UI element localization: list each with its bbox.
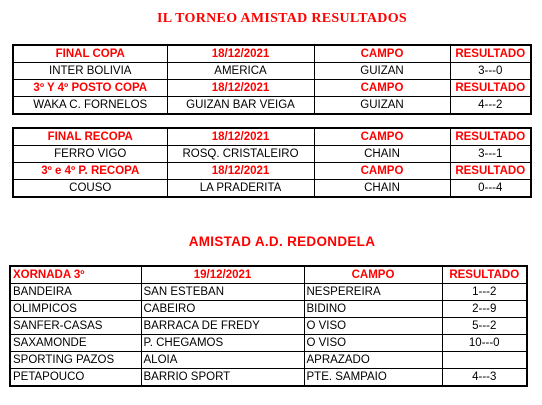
table-cell: 18/12/2021 — [167, 128, 314, 146]
table-cell: BIDINO — [304, 301, 442, 318]
table-cell: P. CHEGAMOS — [141, 335, 304, 352]
table-header-cell: RESULTADO — [442, 266, 527, 284]
table-cell: 3º Y 4º POSTO COPA — [13, 80, 167, 97]
table-row — [10, 369, 527, 387]
table-cell: 4---3 — [442, 369, 527, 387]
table-header-cell: CAMPO — [304, 266, 442, 284]
table-cell: SANFER-CASAS — [10, 318, 141, 335]
table-row — [10, 335, 527, 352]
table-cell: 3---0 — [450, 63, 531, 80]
table-header-row — [13, 45, 531, 63]
table-row — [10, 301, 527, 318]
table-cell: FINAL RECOPA — [13, 128, 167, 146]
table-row — [13, 180, 531, 198]
table-cell: COUSO — [13, 180, 167, 198]
table-cell: CHAIN — [314, 146, 450, 163]
table-cell: RESULTADO — [450, 128, 531, 146]
table-cell: PTE. SAMPAIO — [304, 369, 442, 387]
table-cell: CAMPO — [314, 163, 450, 180]
table-cell: BARRIO SPORT — [141, 369, 304, 387]
table-cell: FINAL COPA — [13, 45, 167, 63]
table-row — [13, 97, 531, 115]
table-cell: OLIMPICOS — [10, 301, 141, 318]
table-cell: LA PRADERITA — [167, 180, 314, 198]
table-cell: CAMPO — [314, 128, 450, 146]
table-cell: O VISO — [304, 318, 442, 335]
table-cell: 3---1 — [450, 146, 531, 163]
table-header-row — [10, 266, 527, 284]
table-row — [10, 284, 527, 301]
table-cell: WAKA C. FORNELOS — [13, 97, 167, 115]
table-cell: 18/12/2021 — [167, 163, 314, 180]
table-cell: RESULTADO — [450, 45, 531, 63]
table-cell: SPORTING PAZOS — [10, 352, 141, 369]
table-cell: ROSQ. CRISTALEIRO — [167, 146, 314, 163]
table-cell: INTER BOLIVIA — [13, 63, 167, 80]
page-title: IL TORNEO AMISTAD RESULTADOS — [157, 11, 407, 26]
table-cell: CAMPO — [314, 45, 450, 63]
table-header-cell: 19/12/2021 — [141, 266, 304, 284]
table-cell: 1---2 — [442, 284, 527, 301]
table-row — [13, 63, 531, 80]
table-cell: GUIZAN BAR VEIGA — [167, 97, 314, 115]
table-header-row — [13, 163, 531, 180]
table-cell: FERRO VIGO — [13, 146, 167, 163]
table-cell: PETAPOUCO — [10, 369, 141, 387]
table-cell: CABEIRO — [141, 301, 304, 318]
table-cell: APRAZADO — [304, 352, 442, 369]
table-cell: CHAIN — [314, 180, 450, 198]
table-cell — [442, 352, 527, 369]
table-cell: SAN ESTEBAN — [141, 284, 304, 301]
table-cell: 10---0 — [442, 335, 527, 352]
table-row — [10, 352, 527, 369]
redondela-results-table — [9, 265, 528, 387]
table-header-cell: XORNADA 3º — [10, 266, 141, 284]
table-row — [13, 146, 531, 163]
table-cell: BANDEIRA — [10, 284, 141, 301]
table-cell: 2---9 — [442, 301, 527, 318]
table-cell: BARRACA DE FREDY — [141, 318, 304, 335]
table-cell: NESPEREIRA — [304, 284, 442, 301]
table-cell: CAMPO — [314, 80, 450, 97]
table-cell: 18/12/2021 — [167, 80, 314, 97]
table-cell: 0---4 — [450, 180, 531, 198]
table-cell: GUIZAN — [314, 63, 450, 80]
table-cell: RESULTADO — [450, 163, 531, 180]
table-cell: 5---2 — [442, 318, 527, 335]
table-cell: RESULTADO — [450, 80, 531, 97]
table-cell: GUIZAN — [314, 97, 450, 115]
table-cell: SAXAMONDE — [10, 335, 141, 352]
table-cell: 4---2 — [450, 97, 531, 115]
copa-results-table — [12, 44, 532, 115]
table-row — [10, 318, 527, 335]
recopa-results-table — [12, 127, 532, 198]
table-cell: 3º e 4º P. RECOPA — [13, 163, 167, 180]
table-cell: AMERICA — [167, 63, 314, 80]
table-header-row — [13, 80, 531, 97]
table-cell: 18/12/2021 — [167, 45, 314, 63]
section-title: AMISTAD A.D. REDONDELA — [188, 234, 376, 249]
table-cell: ALOIA — [141, 352, 304, 369]
table-header-row — [13, 128, 531, 146]
table-cell: O VISO — [304, 335, 442, 352]
